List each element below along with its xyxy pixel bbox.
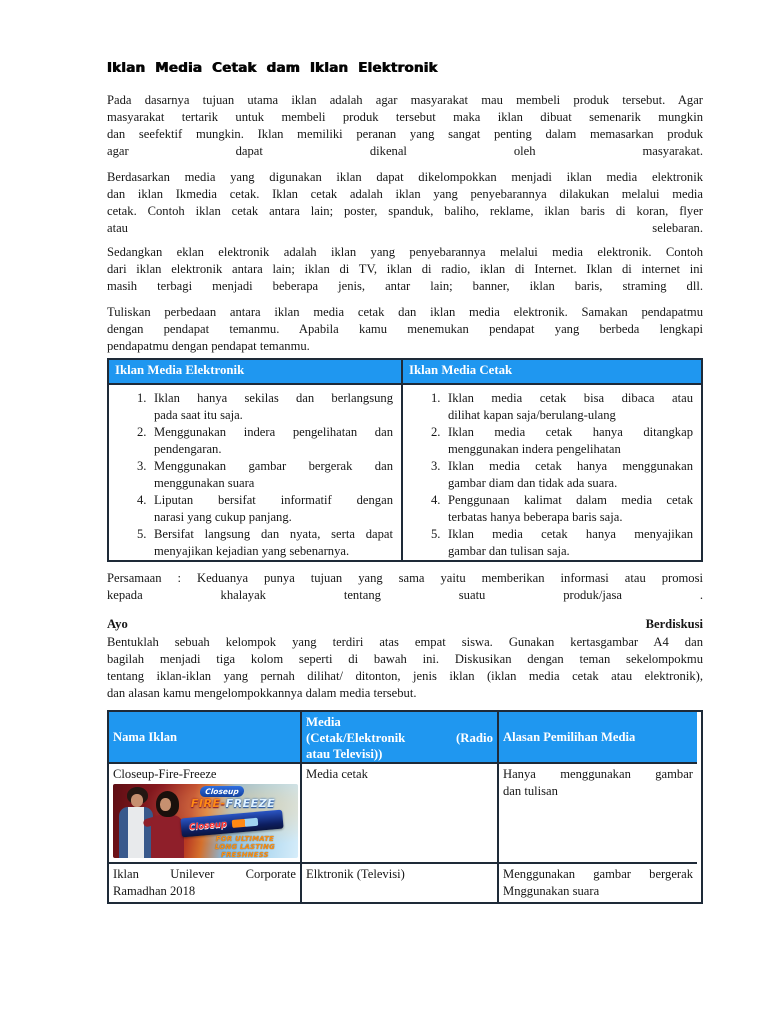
list-item (137, 424, 399, 458)
text-line: menggunakan suara (154, 476, 255, 490)
paragraph-electronic-media (107, 244, 703, 295)
freeze-text: FREEZE (225, 797, 276, 810)
text-line: dilihat kapan saja/berulang-ulang (448, 408, 616, 422)
list-item-text (448, 390, 699, 424)
list-item-number: 2. (431, 425, 441, 439)
text-line: Iklan Unilever Corporate (113, 867, 296, 881)
media-type-text: Elktronik (Televisi) (306, 867, 405, 881)
text-line: terbatas hanya beberapa baris saja. (448, 510, 623, 524)
list-item (137, 458, 399, 492)
text-line: cetak. Contoh iklan cetak antara lain; poster, spanduk, baliho, reklame, iklan baris di koran, flyer (107, 204, 703, 218)
text-line: pada saat itu saja. (154, 408, 243, 422)
list-item-text (448, 458, 699, 492)
list-item (431, 424, 699, 458)
ad-tagline (195, 835, 295, 858)
text-line: menyajikan kejadian yang sebenarnya. (154, 544, 350, 558)
comparison-table-body-row (109, 385, 701, 560)
table-header-electronic: Iklan Media Elektronik (109, 360, 403, 385)
text-line: Iklan media cetak hanya menyajikan (448, 527, 693, 541)
text-line: Ramadhan 2018 (113, 884, 196, 898)
text-line: Hanya menggunakan gambar (503, 767, 693, 781)
text-line: kepada khalayak tentang suatu produk/jasa . (107, 588, 703, 602)
list-item-text (154, 492, 399, 526)
list-item-number: 1. (431, 391, 441, 405)
list-item (137, 390, 399, 424)
text-line: Iklan media cetak bisa dibaca atau (448, 391, 693, 405)
list-item (431, 458, 699, 492)
text-line: Iklan media cetak hanya ditangkap (448, 425, 693, 439)
list-item-text (154, 390, 399, 424)
text-line: Iklan media cetak hanya menggunakan (448, 459, 693, 473)
list-item-text (448, 492, 699, 526)
electronic-ads-list (111, 390, 399, 560)
text-line: masyarakat tertarik untuk membeli produk tersebut maka iklan dibuat semenarik mungkin (107, 110, 703, 124)
paragraph-intro (107, 92, 703, 160)
media-type-cell (302, 764, 499, 864)
list-item (431, 526, 699, 560)
closeup-brand-ribbon (199, 786, 244, 797)
text-line: Media (306, 715, 341, 729)
text-line: masih terbagi menjadi beberapa jenis, antar lain; banner, iklan baris, straming dll. (107, 279, 703, 293)
electronic-ads-cell (109, 385, 403, 560)
list-item-number: 3. (431, 459, 441, 473)
list-item-number: 4. (137, 493, 147, 507)
reason-cell (499, 764, 697, 864)
comparison-table (107, 358, 703, 562)
list-item-number: 3. (137, 459, 147, 473)
list-item-text (448, 526, 699, 560)
discussion-table-header-row (109, 712, 701, 764)
paragraph-similarity (107, 570, 703, 604)
text-line: gambar diam dan tidak ada suara. (448, 476, 618, 490)
tube-fire-freeze-stripe (232, 817, 259, 827)
table-header-print: Iklan Media Cetak (403, 360, 701, 385)
print-ads-list (405, 390, 699, 560)
text-line: gambar dan tulisan saja. (448, 544, 570, 558)
list-item (137, 526, 399, 560)
comparison-table-header-row (109, 360, 701, 385)
text-line: Menggunakan gambar bergerak (503, 867, 693, 881)
media-type-text: Media cetak (306, 767, 368, 781)
list-item (431, 390, 699, 424)
fire-freeze-title (171, 797, 295, 810)
text-line: Bersifat langsung dan nyata, serta dapat (154, 527, 393, 541)
table-header-nama-iklan: Nama Iklan (109, 712, 302, 764)
table-header-media (302, 712, 499, 764)
document-title: Iklan Media Cetak dam Iklan Elektronik (107, 60, 438, 76)
fire-text: FIRE- (190, 797, 226, 810)
toothpaste-tube-box (180, 810, 283, 838)
text-line: Berdasarkan media yang digunakan iklan dapat dikelompokkan menjadi iklan media elektronik (107, 170, 703, 184)
ad-name-cell (109, 864, 302, 902)
list-item-text (154, 458, 399, 492)
woman-face-shape (160, 798, 171, 811)
text-line: tentang iklan-iklan yang pernah dilihat/ ditonton, jenis iklan (iklan media cetak atau elektronik), (107, 669, 703, 683)
text-line: dan tulisan (503, 784, 558, 798)
man-figure (119, 807, 153, 858)
print-ads-cell (403, 385, 701, 560)
text-line: atau selebaran. (107, 221, 703, 235)
list-item-number: 5. (431, 527, 441, 541)
closeup-ad-image (113, 784, 298, 858)
text-line: Liputan bersifat informatif dengan (154, 493, 393, 507)
text-line: Menggunakan indera pengelihatan dan (154, 425, 393, 439)
table-row (109, 864, 701, 902)
tube-brand-label: Closeup (188, 818, 228, 833)
ad-name-cell (109, 764, 302, 864)
paragraph-print-media (107, 169, 703, 237)
text-line: pendapatmu dengan pendapat temanmu. (107, 339, 310, 353)
list-item-number: 1. (137, 391, 147, 405)
text-line: Tuliskan perbedaan antara iklan media cetak dan iklan media elektronik. Samakan pendapatmu (107, 305, 703, 319)
discussion-table (107, 710, 703, 904)
media-type-cell (302, 864, 499, 902)
list-item-text (154, 526, 399, 560)
table-header-alasan: Alasan Pemilihan Media (499, 712, 697, 764)
tagline-line: LONG LASTING (214, 843, 276, 851)
list-item-number: 5. (137, 527, 147, 541)
text-line: Ayo Berdiskusi (107, 617, 703, 631)
text-line: Sedangkan eklan elektronik adalah iklan yang penyebarannya melalui media elektronik. Contoh (107, 245, 703, 259)
man-face-shape (131, 794, 143, 807)
table-row (109, 764, 701, 864)
text-line: dengan pendapat temanmu. Apabila kamu menemukan pendapat yang berbeda lengkapi (107, 322, 703, 336)
text-line: menggunakan indera pengelihatan (448, 442, 621, 456)
text-line: Persamaan : Keduanya punya tujuan yang sama yaitu memberikan informasi atau promosi (107, 571, 703, 585)
text-line: Menggunakan gambar bergerak dan (154, 459, 393, 473)
list-item-number: 2. (137, 425, 147, 439)
closeup-brand-label: Closeup (204, 787, 240, 796)
text-line: narasi yang cukup panjang. (154, 510, 292, 524)
text-line: (Cetak/Elektronik (Radio (306, 731, 493, 745)
text-line: dari iklan elektronik antara lain; iklan di TV, iklan di radio, iklan di Internet. Iklan di internet ini (107, 262, 703, 276)
text-line: atau Televisi)) (306, 747, 383, 761)
list-item (431, 492, 699, 526)
text-line: dan alasan kamu mengelompokkannya dalam media tersebut. (107, 686, 417, 700)
text-line: pendengaran. (154, 442, 222, 456)
reason-cell (499, 864, 697, 902)
text-line: Penggunaan kalimat dalam media cetak (448, 493, 693, 507)
text-line: Iklan hanya sekilas dan berlangsung (154, 391, 393, 405)
text-line: dan seefektif mungkin. Iklan memiliki peranan yang sangat penting dalam memasarkan produk (107, 127, 703, 141)
tagline-line: FRESHNESS (221, 851, 269, 858)
list-item-text (154, 424, 399, 458)
list-item-number: 4. (431, 493, 441, 507)
ad-name-text: Closeup-Fire-Freeze (113, 767, 217, 781)
list-item (137, 492, 399, 526)
text-line: Mnggunakan suara (503, 884, 600, 898)
paragraph-discussion-instructions (107, 634, 703, 702)
tagline-line: FOR ULTIMATE (215, 835, 275, 843)
list-item-text (448, 424, 699, 458)
section-heading-ayo-berdiskusi (107, 616, 703, 633)
text-line: Pada dasarnya tujuan utama iklan adalah agar masyarakat mau membeli produk tersebut. Agar (107, 93, 703, 107)
paragraph-task (107, 304, 703, 355)
text-line: bagilah menjadi tiga kolom seperti di bawah ini. Diskusikan dengan teman sekelompokmu (107, 652, 703, 666)
text-line: Bentuklah sebuah kelompok yang terdiri atas empat siswa. Gunakan kertasgambar A4 dan (107, 635, 703, 649)
text-line: dan iklan Ikmedia cetak. Iklan cetak adalah iklan yang penyebarannya dilakukan melalui media (107, 187, 703, 201)
text-line: agar dapat dikenal oleh masyarakat. (107, 144, 703, 158)
woman-figure (151, 815, 184, 858)
